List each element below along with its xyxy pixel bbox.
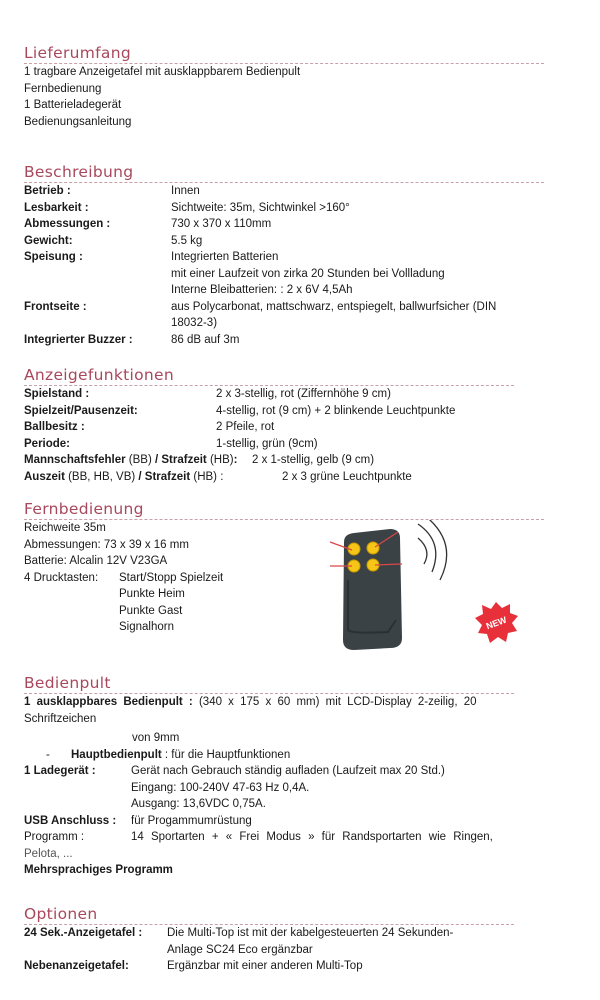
- spec-value: 14 Sportarten + « Frei Modus » für Randsportarten wie Ringen,: [131, 831, 493, 843]
- section-optionen: [24, 905, 544, 975]
- spec-label: Nebenanzeigetafel:: [24, 960, 129, 972]
- spec-label: Mannschaftsfehler: [24, 454, 126, 466]
- svg-text:NEW: NEW: [484, 614, 508, 632]
- spec-label: USB Anschluss :: [24, 814, 117, 827]
- heading-beschreibung: Beschreibung: [24, 163, 544, 183]
- spec-row: [24, 282, 544, 299]
- spec-label: [24, 266, 171, 283]
- spec-value: 2 x 3-stellig, rot (Ziffernhöhe 9 cm): [216, 388, 391, 400]
- remote-spec: Reichweite 35m: [24, 522, 106, 534]
- spec-label: [24, 780, 131, 797]
- spec-row: [24, 403, 544, 420]
- button-function: Punkte Heim: [119, 588, 185, 600]
- heading-lieferumfang: Lieferumfang: [24, 44, 544, 64]
- spec-value-cont: Pelota, ...: [24, 847, 73, 860]
- spec-value: 2 x 3 grüne Leuchtpunkte: [282, 470, 412, 483]
- spec-row: [24, 436, 544, 453]
- spec-label: Gewicht:: [24, 234, 73, 247]
- spec-label-note: (HB) :: [190, 470, 224, 483]
- spec-label: / Strafzeit: [138, 470, 191, 483]
- spec-label: [24, 796, 131, 813]
- spec-label: [24, 942, 167, 959]
- spec-value-cont: von 9mm: [132, 732, 180, 744]
- spec-value: Ausgang: 13,6VDC 0,75A.: [131, 798, 266, 810]
- spec-label: Programm :: [24, 831, 85, 843]
- spec-label-note: (BB, HB, VB): [64, 470, 139, 483]
- spec-value: 2 Pfeile, rot: [216, 421, 275, 433]
- spec-row: [24, 183, 544, 200]
- section-lieferumfang: [24, 44, 544, 130]
- spec-value: 18032-3): [171, 317, 218, 329]
- spec-value: 2 x 1-stellig, gelb (9 cm): [252, 454, 375, 466]
- button-function: Start/Stopp Spielzeit: [119, 571, 224, 584]
- spec-label: [24, 315, 171, 332]
- spec-value: Sichtweite: 35m, Sichtwinkel >160°: [171, 201, 350, 214]
- spec-label-colon: :: [233, 454, 238, 466]
- spec-value: Die Multi-Top ist mit der kabelgesteuerten 24 Sekunden-: [167, 927, 454, 939]
- spec-label: Spielstand :: [24, 388, 90, 400]
- spec-value: : für die Hauptfunktionen: [161, 748, 291, 761]
- spec-label: Ballbesitz :: [24, 421, 85, 433]
- spec-label-note: (BB): [125, 454, 155, 466]
- section-bedienpult: [24, 674, 544, 879]
- spec-row: [24, 829, 544, 846]
- spec-value: Interne Bleibatterien: : 2 x 6V 4,5Ah: [171, 284, 353, 296]
- spec-row-auszeit: [24, 469, 544, 486]
- spec-label: Lesbarkeit :: [24, 201, 89, 214]
- button-function: Signalhorn: [119, 621, 174, 633]
- heading-anzeigefunktionen: Anzeigefunktionen: [24, 366, 514, 386]
- spec-value: mit einer Laufzeit von zirka 20 Stunden bei Vollladung: [171, 267, 445, 280]
- heading-fernbedienung: Fernbedienung: [24, 500, 544, 520]
- spec-value: 730 x 370 x 110mm: [171, 218, 272, 230]
- spec-row: [24, 958, 544, 975]
- spec-label: Abmessungen :: [24, 218, 111, 230]
- spec-label: 1 ausklappbares Bedienpult :: [24, 696, 193, 708]
- spec-row: [24, 299, 544, 316]
- spec-row: [24, 233, 544, 250]
- button-function: Punkte Gast: [119, 604, 183, 617]
- spec-value: 86 dB auf 3m: [171, 333, 240, 346]
- spec-value: Gerät nach Gebrauch ständig aufladen (Laufzeit max 20 Std.): [131, 765, 445, 777]
- bullet-item: - Hauptbedienpult : für die Hauptfunktionen: [46, 748, 291, 761]
- spec-row: [24, 813, 544, 830]
- list-item: 1 Batterieladegerät: [24, 99, 122, 111]
- spec-label: Auszeit: [24, 470, 65, 483]
- spec-row: [24, 763, 544, 780]
- spec-label: Integrierter Buzzer :: [24, 333, 133, 346]
- spec-value: Innen: [171, 185, 200, 197]
- console-footer: Mehrsprachiges Programm: [24, 864, 173, 876]
- spec-row: [24, 796, 544, 813]
- spec-value: 4-stellig, rot (9 cm) + 2 blinkende Leuchtpunkte: [216, 404, 456, 417]
- spec-row: [24, 780, 544, 797]
- spec-row: [24, 315, 544, 332]
- spec-label: Betrieb :: [24, 185, 71, 197]
- remote-spec: Batterie: Alcalin 12V V23GA: [24, 555, 168, 567]
- spec-label: / Strafzeit: [155, 454, 207, 466]
- spec-value: 5.5 kg: [171, 234, 203, 247]
- spec-label: 1 Ladegerät :: [24, 765, 96, 777]
- spec-label: [24, 282, 171, 299]
- spec-row-mannschaftsfehler: [24, 452, 544, 469]
- section-anzeigefunktionen: [24, 366, 544, 485]
- spec-row: [24, 942, 544, 959]
- heading-bedienpult: Bedienpult: [24, 674, 514, 694]
- spec-value: Integrierten Batterien: [171, 251, 279, 263]
- list-item: 1 tragbare Anzeigetafel mit ausklappbarem Bedienpult: [24, 66, 301, 78]
- spec-value: für Progammumrüstung: [131, 814, 252, 827]
- spec-row: [24, 249, 544, 266]
- heading-optionen: Optionen: [24, 905, 514, 925]
- spec-value: 1-stellig, grün (9cm): [216, 437, 318, 450]
- spec-row: [24, 200, 544, 217]
- spec-label: Speisung :: [24, 251, 83, 263]
- remote-icon: [328, 520, 548, 660]
- list-item: Bedienungsanleitung: [24, 115, 132, 128]
- spec-row: [24, 216, 544, 233]
- spec-value-cont: Schriftzeichen: [24, 712, 97, 725]
- spec-row: [24, 925, 544, 942]
- spec-label: Frontseite :: [24, 300, 87, 313]
- list-item: Fernbedienung: [24, 82, 102, 95]
- spec-label: Hauptbedienpult: [71, 748, 162, 761]
- new-badge: [475, 602, 518, 643]
- spec-label: Periode:: [24, 437, 71, 450]
- spec-row: [24, 266, 544, 283]
- remote-spec: Abmessungen: 73 x 39 x 16 mm: [24, 538, 189, 551]
- spec-value: (340 x 175 x 60 mm) mit LCD-Display 2-zeilig, 20: [198, 696, 477, 708]
- spec-label: 24 Sek.-Anzeigetafel :: [24, 927, 143, 939]
- spec-value: Ergänzbar mit einer anderen Multi-Top: [167, 960, 363, 972]
- spec-value: Eingang: 100-240V 47-63 Hz 0,4A.: [131, 781, 310, 794]
- spec-label: Spielzeit/Pausenzeit:: [24, 404, 138, 417]
- spec-value: aus Polycarbonat, mattschwarz, entspiegelt, ballwurfsicher (DIN: [171, 300, 497, 313]
- spec-row: [24, 419, 544, 436]
- spec-row: [24, 386, 544, 403]
- spec-label-note: (HB): [206, 454, 234, 466]
- spec-value: Anlage SC24 Eco ergänzbar: [167, 943, 313, 956]
- section-beschreibung: [24, 163, 544, 348]
- remote-control-image: [328, 520, 548, 660]
- spec-row: [24, 332, 544, 349]
- buttons-label: 4 Drucktasten:: [24, 571, 99, 584]
- console-intro: [24, 694, 544, 711]
